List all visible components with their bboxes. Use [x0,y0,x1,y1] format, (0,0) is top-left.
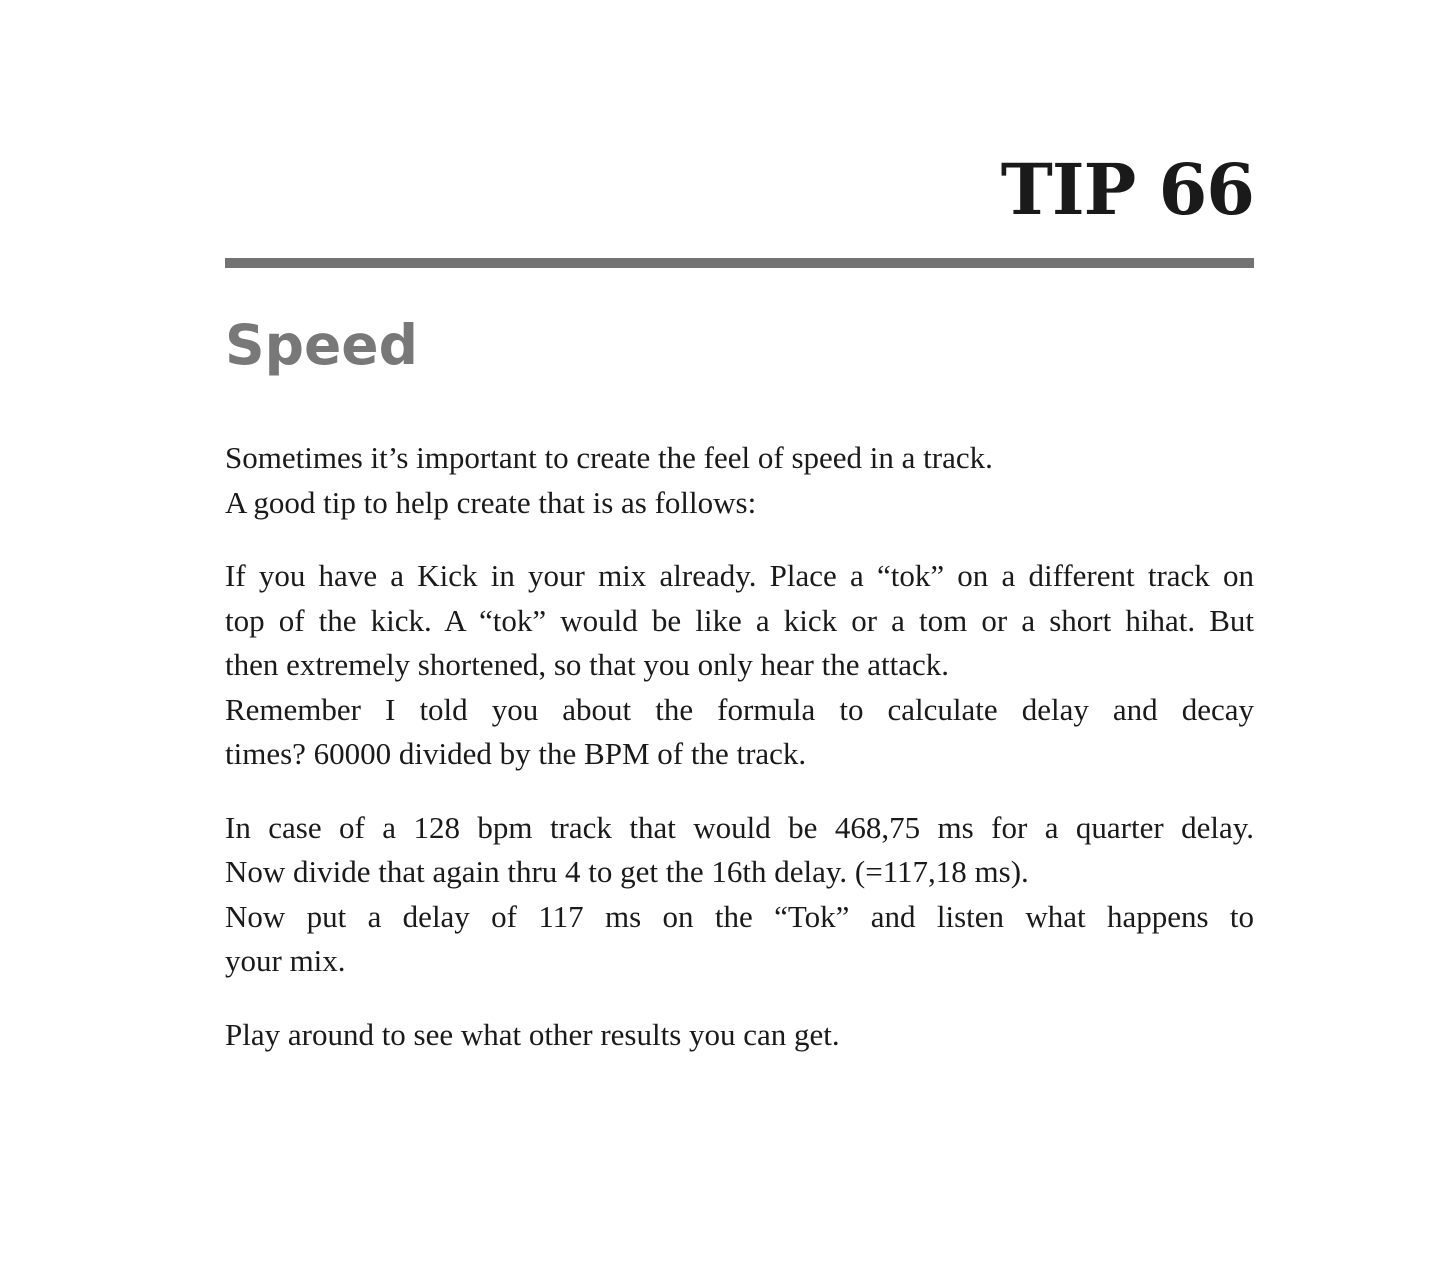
text-line: then extremely shortened, so that you only hear the attack. [225,647,949,682]
page [225,0,1254,1288]
tip-number-heading: TIP 66 [1000,148,1254,231]
body-text [225,436,1254,1086]
text-line: top of the kick. A “tok” would be like a kick or a tom or a short hihat. But [225,602,1254,638]
text-line: If you have a Kick in your mix already. Place a “tok” on a different track on [225,558,1254,593]
header-rule [225,258,1254,268]
text-line: A good tip to help create that is as follows: [225,484,757,520]
section-title: Speed [225,313,418,377]
paragraph-closing [225,1013,1254,1058]
text-line: In case of a 128 bpm track that would be 468,75 ms for a quarter delay. [225,809,1254,845]
text-line: Now put a delay of 117 ms on the “Tok” and listen what happens to [225,898,1254,934]
text-line: your mix. [225,943,346,978]
text-line: Sometimes it’s important to create the feel of speed in a track. [225,440,993,475]
text-line: Now divide that again thru 4 to get the 16th delay. (=117,18 ms). [225,854,1029,889]
paragraph-tok [225,554,1254,777]
paragraph-delay-calc [225,806,1254,984]
paragraph-intro [225,436,1254,525]
text-line: times? 60000 divided by the BPM of the track. [225,736,807,771]
text-line: Play around to see what other results you can get. [225,1016,840,1052]
text-line: Remember I told you about the formula to calculate delay and decay [225,691,1254,727]
